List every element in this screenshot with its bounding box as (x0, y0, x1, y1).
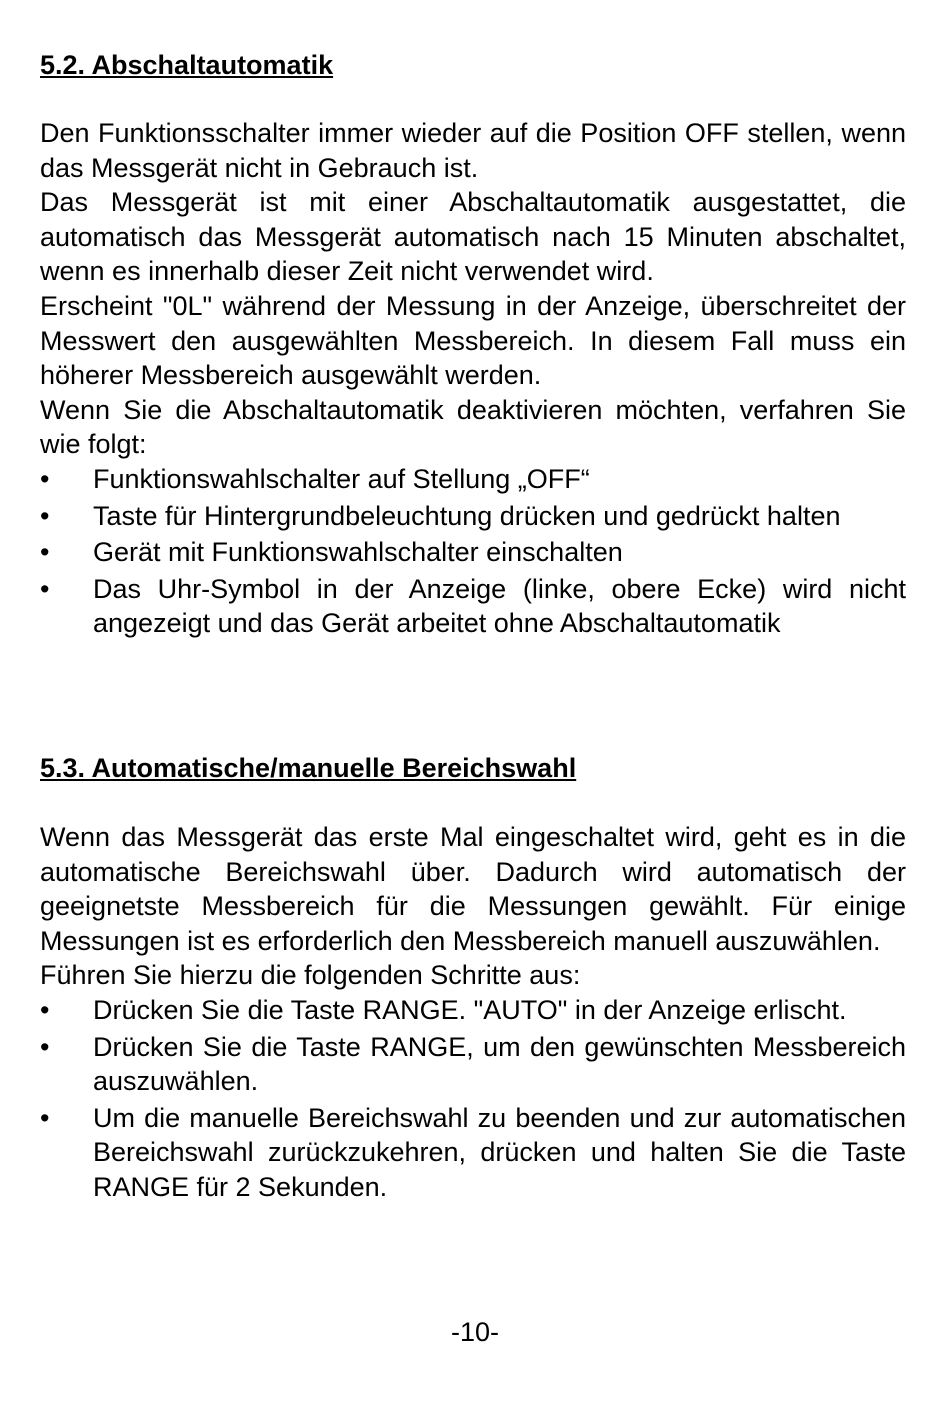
bullet-list (40, 462, 906, 641)
bullet-icon: • (40, 1031, 50, 1062)
section-body-abschaltautomatik (40, 116, 906, 643)
bullet-icon: • (40, 500, 50, 531)
list-item-text: Um die manuelle Bereichswahl zu beenden und zur automatischen Bereichswahl zurückzukehren, drücken und halten Sie die Taste RANGE für 2 Sekunden. (93, 1102, 906, 1202)
list-item-text: Gerät mit Funktionswahlschalter einschalten (93, 537, 623, 568)
section-title-bereichswahl: 5.3. Automatische/manuelle Bereichswahl (40, 753, 577, 783)
bullet-icon: • (40, 463, 50, 494)
section-body-bereichswahl (40, 820, 906, 1207)
list-item (40, 1030, 906, 1099)
paragraph: Wenn Sie die Abschaltautomatik deaktivieren möchten, verfahren Sie wie folgt: (40, 394, 906, 460)
bullet-icon: • (40, 994, 50, 1025)
paragraph: Führen Sie hierzu die folgenden Schritte aus: (40, 960, 581, 991)
bullet-icon: • (40, 573, 50, 604)
paragraph: Erscheint "0L" während der Messung in der Anzeige, überschreitet der Messwert den ausgewählten Messbereich. In diesem Fall muss ein höherer Messbereich ausgewählt werden. (40, 290, 906, 391)
list-item-text: Drücken Sie die Taste RANGE. "AUTO" in der Anzeige erlischt. (93, 994, 847, 1025)
list-item (40, 572, 906, 641)
list-item-text: Drücken Sie die Taste RANGE, um den gewünschten Messbereich auszuwählen. (93, 1031, 906, 1097)
list-item-text: Das Uhr-Symbol in der Anzeige (linke, obere Ecke) wird nicht angezeigt und das Gerät arbeitet ohne Abschaltautomatik (93, 573, 906, 639)
list-item (40, 993, 906, 1028)
page-number: -10- (450, 1317, 499, 1347)
list-item-text: Taste für Hintergrundbeleuchtung drücken und gedrückt halten (93, 500, 841, 531)
section-title-abschaltautomatik: 5.2. Abschaltautomatik (40, 50, 334, 80)
list-item (40, 499, 906, 534)
list-item (40, 535, 906, 570)
paragraph: Wenn das Messgerät das erste Mal eingeschaltet wird, geht es in die automatische Bereichswahl über. Dadurch wird automatisch der geeignetste Messbereich für die Messungen gewählt. Für einige Messungen ist es erforderlich den Messbereich manuell auszuwählen. (40, 822, 906, 956)
paragraph: Das Messgerät ist mit einer Abschaltautomatik ausgestattet, die automatisch das Messgerät automatisch nach 15 Minuten abschaltet, wenn es innerhalb dieser Zeit nicht verwendet wird. (40, 187, 906, 287)
bullet-icon: • (40, 537, 50, 568)
list-item-text: Funktionswahlschalter auf Stellung „OFF“ (93, 463, 590, 494)
list-item (40, 462, 906, 497)
bullet-icon: • (40, 1102, 50, 1133)
list-item (40, 1101, 906, 1205)
bullet-list (40, 993, 906, 1205)
paragraph: Den Funktionsschalter immer wieder auf die Position OFF stellen, wenn das Messgerät nicht in Gebrauch ist. (40, 118, 906, 183)
